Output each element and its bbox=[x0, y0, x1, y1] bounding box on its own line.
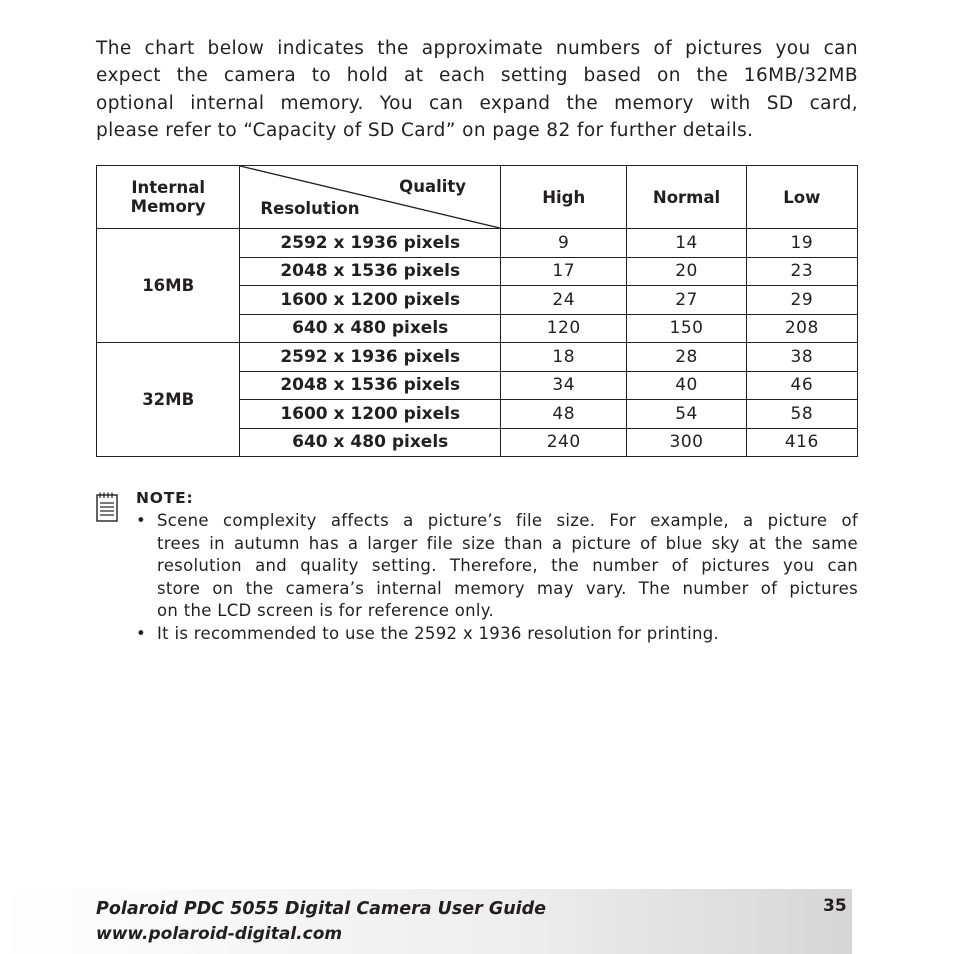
diagonal-divider bbox=[240, 166, 500, 228]
resolution-cell: 640 x 480 pixels bbox=[240, 428, 501, 457]
resolution-cell: 2592 x 1936 pixels bbox=[240, 343, 501, 372]
high-cell: 9 bbox=[501, 229, 627, 258]
normal-cell: 28 bbox=[627, 343, 746, 372]
high-cell: 34 bbox=[501, 371, 627, 400]
low-cell: 46 bbox=[746, 371, 857, 400]
note-title: NOTE: bbox=[136, 489, 194, 507]
resolution-cell: 1600 x 1200 pixels bbox=[240, 286, 501, 315]
low-cell: 38 bbox=[746, 343, 857, 372]
intro-paragraph bbox=[96, 35, 858, 144]
note-item bbox=[134, 510, 858, 623]
table-header-row bbox=[97, 166, 858, 229]
note-line: resolution and quality setting. Therefore, the number of pictures you can bbox=[157, 556, 858, 575]
intro-line: expect the camera to hold at each setting based on the 16MB/32MB bbox=[96, 65, 858, 87]
normal-cell: 54 bbox=[627, 400, 746, 429]
header-resolution-label: Resolution bbox=[260, 199, 360, 218]
high-cell: 24 bbox=[501, 286, 627, 315]
note-line: store on the camera’s internal memory may vary. The number of pictures bbox=[157, 578, 858, 598]
resolution-cell: 2048 x 1536 pixels bbox=[240, 257, 501, 286]
header-high: High bbox=[501, 166, 627, 229]
header-quality-label: Quality bbox=[399, 177, 467, 196]
page-footer bbox=[0, 889, 852, 954]
high-cell: 48 bbox=[501, 400, 627, 429]
page-number: 35 bbox=[823, 896, 847, 916]
table-row bbox=[97, 229, 858, 258]
resolution-cell: 1600 x 1200 pixels bbox=[240, 400, 501, 429]
high-cell: 18 bbox=[501, 343, 627, 372]
notepad-icon bbox=[96, 492, 118, 522]
high-cell: 120 bbox=[501, 314, 627, 343]
resolution-cell: 2592 x 1936 pixels bbox=[240, 229, 501, 258]
low-cell: 19 bbox=[746, 229, 857, 258]
normal-cell: 300 bbox=[627, 428, 746, 457]
intro-line: The chart below indicates the approximate numbers of pictures you can bbox=[96, 38, 858, 59]
low-cell: 208 bbox=[746, 314, 857, 343]
header-low: Low bbox=[746, 166, 857, 229]
low-cell: 23 bbox=[746, 257, 857, 286]
intro-line: optional internal memory. You can expand the memory with SD card, bbox=[96, 92, 858, 114]
footer-title: Polaroid PDC 5055 Digital Camera User Guide bbox=[96, 899, 547, 919]
header-normal: Normal bbox=[627, 166, 746, 229]
note-list bbox=[134, 510, 858, 645]
low-cell: 58 bbox=[746, 400, 857, 429]
note-line: on the LCD screen is for reference only. bbox=[157, 601, 495, 620]
capacity-table bbox=[96, 165, 858, 457]
header-internal-memory: Internal Memory bbox=[97, 166, 240, 229]
memory-cell: 32MB bbox=[97, 343, 240, 457]
bullet: • bbox=[136, 511, 146, 530]
intro-line: please refer to “Capacity of SD Card” on page 82 for further details. bbox=[96, 119, 754, 141]
normal-cell: 27 bbox=[627, 286, 746, 315]
normal-cell: 40 bbox=[627, 371, 746, 400]
note-line: It is recommended to use the 2592 x 1936 resolution for printing. bbox=[157, 623, 720, 643]
note-line: Scene complexity affects a picture’s file size. For example, a picture of bbox=[157, 511, 858, 530]
low-cell: 29 bbox=[746, 286, 857, 315]
memory-cell: 16MB bbox=[97, 229, 240, 343]
note-line: trees in autumn has a larger file size than a picture of blue sky at the same bbox=[157, 533, 858, 553]
note-item bbox=[134, 623, 858, 646]
resolution-cell: 2048 x 1536 pixels bbox=[240, 371, 501, 400]
table-row bbox=[97, 343, 858, 372]
resolution-cell: 640 x 480 pixels bbox=[240, 314, 501, 343]
footer-url: www.polaroid-digital.com bbox=[96, 924, 343, 944]
high-cell: 240 bbox=[501, 428, 627, 457]
normal-cell: 20 bbox=[627, 257, 746, 286]
low-cell: 416 bbox=[746, 428, 857, 457]
high-cell: 17 bbox=[501, 257, 627, 286]
bullet: • bbox=[136, 623, 146, 643]
header-quality-resolution bbox=[240, 166, 501, 229]
normal-cell: 14 bbox=[627, 229, 746, 258]
normal-cell: 150 bbox=[627, 314, 746, 343]
